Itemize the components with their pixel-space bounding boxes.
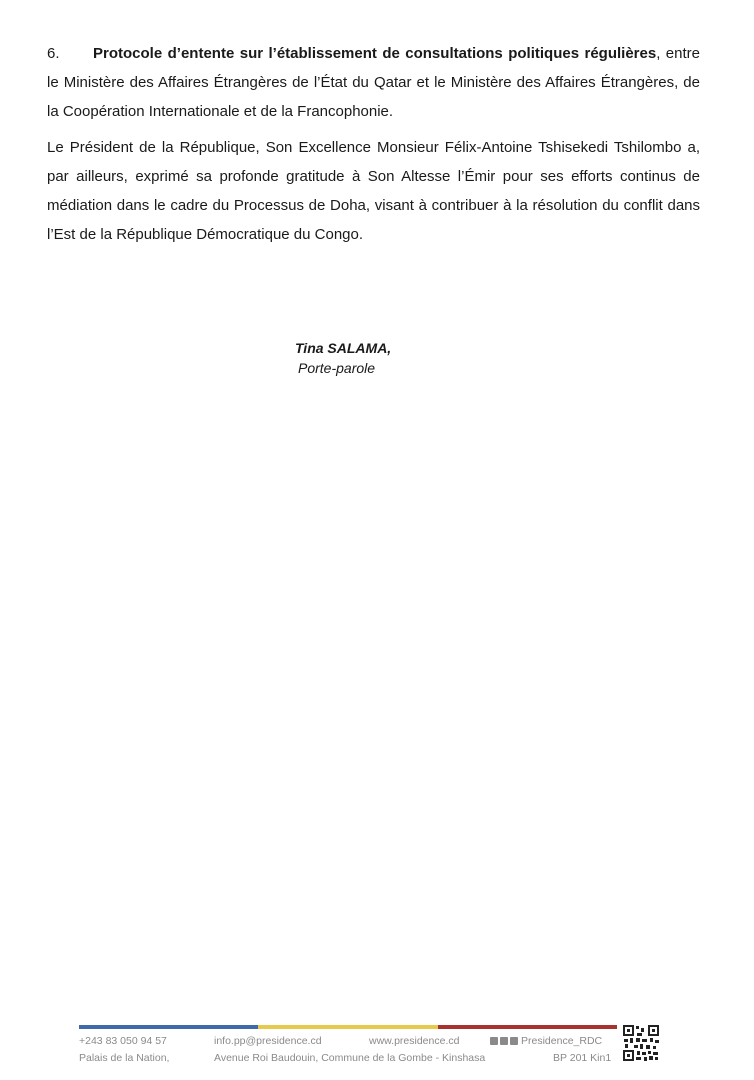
footer-social-handle: Presidence_RDC — [521, 1035, 603, 1047]
linkedin-icon — [510, 1037, 518, 1045]
list-item-6 — [47, 39, 700, 126]
body-paragraph: Le Président de la République, Son Excellence Monsieur Félix-Antoine Tshisekedi Tshilombo a, par ailleurs, exprimé sa profonde gratitude à Son Altesse l’Émir pour ses efforts continus de médiation dans le cadre du Processus de Doha, visant à contribuer à la résolution du conflit dans l’Est de la République Démocratique du Congo. — [47, 139, 700, 243]
footer-website: www.presidence.cd — [369, 1035, 460, 1047]
footer-email: info.pp@presidence.cd — [214, 1035, 322, 1047]
item-number: 6. — [47, 45, 60, 62]
footer-bar-yellow — [258, 1025, 437, 1029]
footer-po-box: BP 201 Kin1 — [553, 1052, 612, 1064]
footer-bar-blue — [79, 1025, 258, 1029]
facebook-icon — [490, 1037, 498, 1045]
item-body: , entre le Ministère des Affaires Étrangères de l’État du Qatar et le Ministère des Affaires Étrangères, de la Coopération Internationale et de la Francophonie. — [47, 45, 700, 120]
twitter-icon — [500, 1037, 508, 1045]
social-icons — [490, 1037, 518, 1045]
item-title: Protocole d’entente sur l’établissement de consultations politiques régulières — [93, 45, 657, 62]
footer-phone: +243 83 050 94 57 — [79, 1035, 167, 1047]
signatory-role: Porte-parole — [298, 360, 376, 376]
signatory-name: Tina SALAMA, — [295, 340, 392, 356]
footer-social — [490, 1035, 602, 1047]
qr-code-icon — [622, 1024, 660, 1062]
footer-bar-red — [438, 1025, 617, 1029]
footer-color-bar — [79, 1025, 617, 1029]
footer-address-street: Avenue Roi Baudouin, Commune de la Gombe - Kinshasa — [214, 1052, 486, 1064]
footer-address-place: Palais de la Nation, — [79, 1052, 170, 1064]
